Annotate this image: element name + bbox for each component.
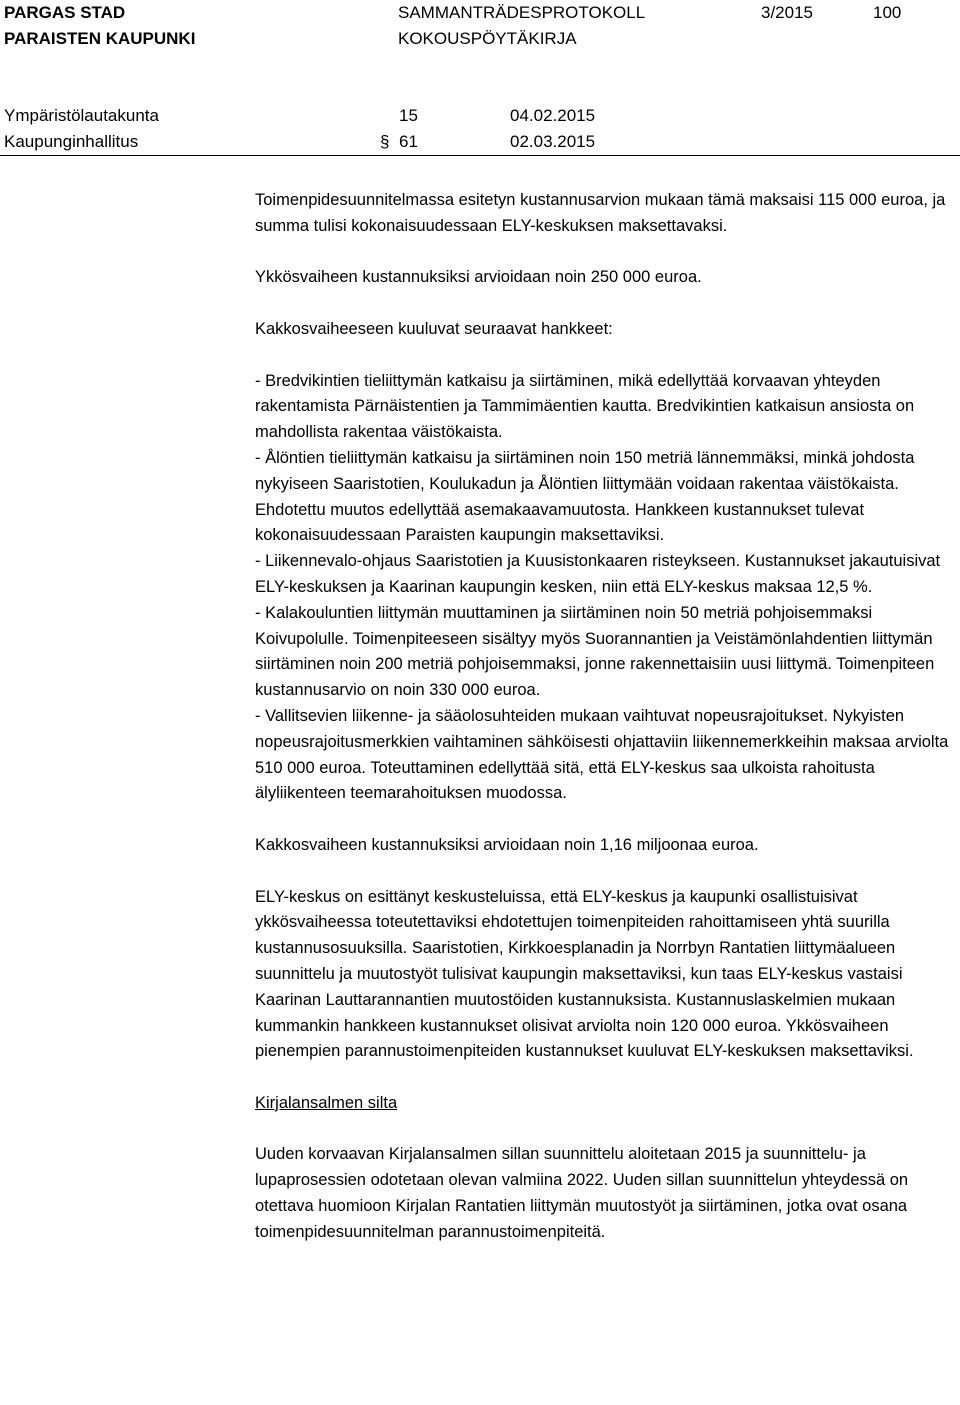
list-item: - Ålöntien tieliittymän katkaisu ja siirtäminen noin 150 metriä lännemmäksi, minkä johdosta nykyiseen Saaristotien, Koulukadun ja Ålöntien liittymään voidaan rakentaa väistökaista. Ehdotettu muutos edellyttää asemakaavamuutosta. Hankkeen kustannukset tulevat kokonaisuudessaan Paraisten kaupungin maksettaviksi. [255,448,915,545]
org-name-sv: PARGAS STAD [4,3,126,22]
paragraph: ELY-keskus on esittänyt keskusteluissa, että ELY-keskus ja kaupunki osallistuisivat ykkösvaiheessa toteutettaviksi ehdotettujen toimenpiteiden rahoittamiseen yhtä suurilla kustannusosuuksilla. Saaristotien, Kirkkoesplanadin ja Norrbyn Rantatien liittymäalueen suunnittelu ja muutostyöt tulisivat kaupungin maksettaviksi, kun taas ELY-keskus vastaisi Kaarinan Lauttarannantien muutostöiden kustannuksista. Kustannuslaskelmien mukaan kummankin hankkeen kustannukset olisivat arviolta noin 120 000 euroa. Ykkösvaiheen pienempien parannustoimenpiteiden kustannukset kuuluvat ELY-keskuksen maksettaviksi. [255,887,914,1061]
meeting-body: Ympäristölautakunta [4,106,159,125]
paragraph: Ykkösvaiheen kustannuksiksi arvioidaan noin 250 000 euroa. [255,268,702,287]
list-item: - Kalakouluntien liittymän muuttaminen ja siirtäminen noin 50 metriä pohjoisemmaksi Koivupolulle. Toimenpiteeseen sisältyy myös Suorannantien ja Veistämönlahdentien liittymän siirtäminen noin 200 metriä pohjoisemmaksi, jonne rakennettaisiin uusi liittymä. Toimenpiteen kustannusarvio on noin 330 000 euroa. [255,603,935,700]
list-item: - Vallitsevien liikenne- ja sääolosuhteiden mukaan vaihtuvat nopeusrajoitukset. Nykyisten nopeusrajoitusmerkkien vaihtaminen sähköisesti ohjattaviin liikennemerkkeihin maksaa arviolta 510 000 euroa. Toteuttaminen edellyttää sitä, että ELY-keskus saa ulkoista rahoitusta älyliikenteen teemarahoituksen muodossa. [255,706,949,803]
org-name-fi: PARAISTEN KAUPUNKI [4,29,196,48]
list-item: - Liikennevalo-ohjaus Saaristotien ja Kuusistonkaaren risteykseen. Kustannukset jakautuisivat ELY-keskuksen ja Kaarinan kaupungin kesken, niin että ELY-keskus maksaa 12,5 %. [255,552,941,596]
paragraph: Uuden korvaavan Kirjalansalmen sillan suunnittelu aloitetaan 2015 ja suunnittelu- ja lupaprosessien odotetaan olevan valmiina 2022. Uuden sillan suunnittelun yhteydessä on otettava huomioon Kirjalan Rantatien liittymän muutostyöt ja siirtäminen, jotka ovat osana toimenpidesuunnitelman parannustoimenpiteitä. [255,1145,909,1241]
section-heading: Kirjalansalmen silta [255,1093,398,1112]
section-number: 15 [399,106,418,125]
page-number: 100 [873,3,902,22]
paragraph: Kakkosvaiheen kustannuksiksi arvioidaan noin 1,16 miljoonaa euroa. [255,835,759,854]
meeting-date: 02.03.2015 [510,132,596,151]
protocol-number: 3/2015 [761,3,813,22]
paragraph: Toimenpidesuunnitelmassa esitetyn kustannusarvion mukaan tämä maksaisi 115 000 euroa, ja summa tulisi kokonaisuudessaan ELY-keskuksen maksettavaksi. [255,191,946,235]
doc-type-sv: SAMMANTRÄDESPROTOKOLL [398,3,646,22]
section-symbol: § [380,132,390,151]
header-divider [0,155,960,156]
meeting-date: 04.02.2015 [510,106,596,125]
meeting-body: Kaupunginhallitus [4,132,139,151]
list-item: - Bredvikintien tieliittymän katkaisu ja siirtäminen, mikä edellyttää korvaavan yhteyden rakentamista Pärnäistentien ja Tammimäentien kautta. Bredvikintien katkaisun ansiosta on mahdollista rakentaa väistökaista. [255,371,915,442]
paragraph: Kakkosvaiheeseen kuuluvat seuraavat hankkeet: [255,319,613,338]
section-number: 61 [399,132,418,151]
doc-type-fi: KOKOUSPÖYTÄKIRJA [398,29,577,48]
document-body [255,188,957,1246]
